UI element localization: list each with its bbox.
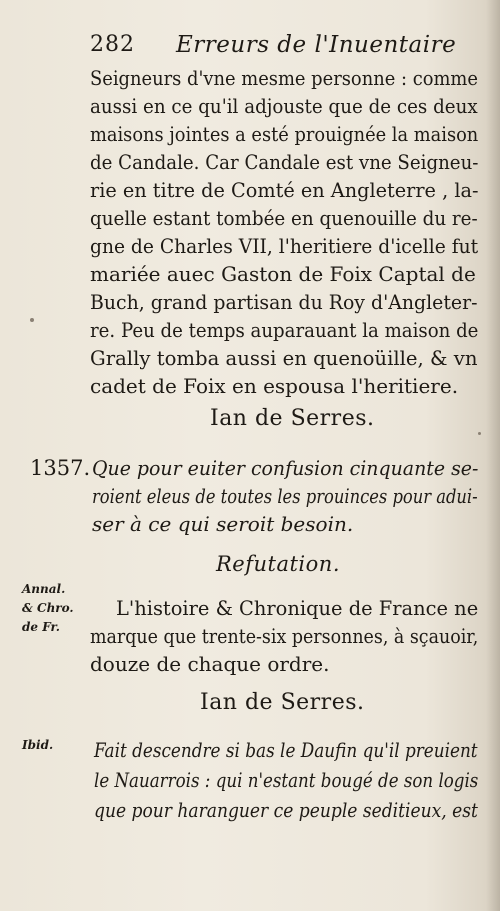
margin-note-line: de Fr.	[22, 620, 60, 634]
text-line: Buch, grand partisan du Roy d'Angleter-	[90, 290, 478, 314]
text-line: re. Peu de temps auparauant la maison de	[90, 318, 479, 342]
paper-speck	[30, 318, 34, 322]
paper-speck	[478, 432, 481, 435]
text-line: mariée auec Gaston de Foix Captal de	[90, 262, 476, 286]
text-line: aussi en ce qu'il adjouste que de ces deux	[90, 94, 478, 118]
margin-note-line: Annal.	[22, 582, 66, 596]
page-header	[90, 30, 470, 64]
quote-line: roient eleus de toutes les prouinces pour adui-	[92, 484, 478, 508]
quote-line: Que pour euiter confusion cinquante se-	[92, 456, 479, 480]
text-line: maisons jointes a esté prouignée la maison	[90, 122, 479, 146]
margin-note-line: & Chro.	[22, 601, 74, 615]
text-line: cadet de Foix en espousa l'heritiere.	[90, 374, 459, 398]
page-edge-shadow	[486, 0, 500, 911]
text-line: quelle estant tombée en quenouille du re-	[90, 206, 478, 230]
text-line: de Candale. Car Candale est vne Seigneu-	[90, 150, 479, 174]
text-line: L'histoire & Chronique de France ne	[116, 596, 479, 620]
quote-line: Fait descendre si bas le Daufin qu'il preuient	[94, 738, 478, 762]
section-heading-1: Ian de Serres.	[210, 406, 375, 431]
section-heading-2: Ian de Serres.	[200, 690, 365, 715]
text-line: douze de chaque ordre.	[90, 652, 330, 676]
running-title: Erreurs de l'Inuentaire	[176, 32, 457, 58]
refutation-heading: Refutation.	[216, 552, 340, 576]
quote-line: le Nauarrois : qui n'estant bougé de son logis	[94, 768, 479, 792]
quote-line: que pour haranguer ce peuple seditieux, est	[94, 798, 478, 822]
margin-note-ibid: Ibid.	[22, 738, 54, 752]
text-line: gne de Charles VII, l'heritiere d'icelle fut	[90, 234, 479, 258]
page-number: 282	[90, 32, 135, 57]
text-line: Seigneurs d'vne mesme personne : comme	[90, 66, 478, 90]
margin-year: 1357.	[30, 456, 91, 480]
quote-line: ser à ce qui seroit besoin.	[92, 512, 354, 536]
text-line: marque que trente-six personnes, à sçauoir,	[90, 624, 479, 648]
text-line: Grally tomba aussi en quenoüille, & vn	[90, 346, 478, 370]
text-line: rie en titre de Comté en Angleterre , la-	[90, 178, 479, 202]
